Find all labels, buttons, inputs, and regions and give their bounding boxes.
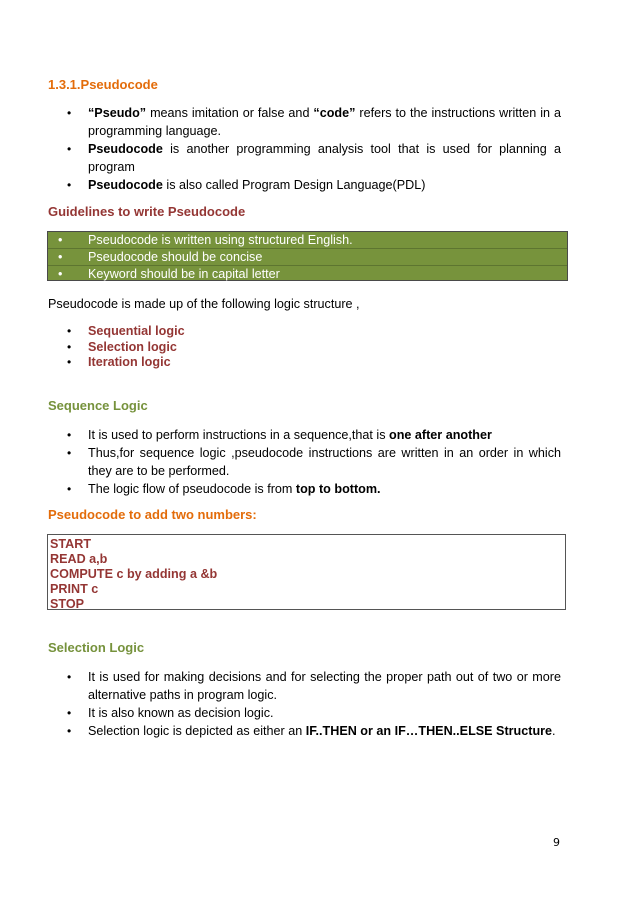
bullet-icon bbox=[67, 480, 71, 498]
list-item: • Sequential logic bbox=[48, 324, 561, 340]
selection-heading: Selection Logic bbox=[48, 640, 145, 655]
code-line: PRINT c bbox=[50, 582, 99, 596]
guideline-row: • Keyword should be in capital letter bbox=[48, 266, 567, 282]
list-item: • Thus,for sequence logic ,pseudocode instructions are written in an order in which they are to be performed. bbox=[48, 444, 561, 480]
bullet-icon bbox=[67, 176, 71, 194]
list-item: • It is also known as decision logic. bbox=[48, 704, 561, 722]
bullet-icon bbox=[58, 266, 62, 282]
section-heading: 1.3.1.Pseudocode bbox=[48, 77, 158, 92]
bullet-icon bbox=[67, 355, 71, 371]
guideline-row: • Pseudocode should be concise bbox=[48, 249, 567, 266]
code-line: READ a,b bbox=[50, 552, 108, 566]
bullet-icon bbox=[67, 444, 71, 462]
bullet-icon bbox=[67, 140, 71, 158]
bullet-icon bbox=[67, 324, 71, 340]
code-block bbox=[47, 534, 566, 610]
list-item: • Pseudocode is also called Program Design Language(PDL) bbox=[48, 176, 561, 194]
code-line: COMPUTE c by adding a &b bbox=[50, 567, 218, 581]
bullet-icon bbox=[67, 668, 71, 686]
sequence-bullet-list bbox=[48, 426, 561, 498]
bullet-icon bbox=[67, 704, 71, 722]
bullet-icon bbox=[67, 340, 71, 356]
bullet-icon bbox=[58, 232, 62, 248]
example-heading: Pseudocode to add two numbers: bbox=[48, 507, 257, 522]
guidelines-table bbox=[47, 231, 568, 281]
list-item: • It is used for making decisions and for selecting the proper path out of two or more alternative paths in program logic. bbox=[48, 668, 561, 704]
logic-types-list bbox=[48, 324, 561, 371]
list-item: • Iteration logic bbox=[48, 355, 561, 371]
intro-bullet-list bbox=[48, 104, 561, 194]
guidelines-heading: Guidelines to write Pseudocode bbox=[48, 204, 246, 219]
page-number: 9 bbox=[553, 836, 560, 849]
list-item: • The logic flow of pseudocode is from top to bottom. bbox=[48, 480, 561, 498]
bullet-icon bbox=[67, 426, 71, 444]
list-item: • It is used to perform instructions in a sequence,that is one after another bbox=[48, 426, 561, 444]
list-item: • Selection logic is depicted as either an IF..THEN or an IF…THEN..ELSE Structure. bbox=[48, 722, 561, 740]
bullet-icon bbox=[67, 104, 71, 122]
code-line: START bbox=[50, 537, 92, 551]
logic-intro-text: Pseudocode is made up of the following logic structure , bbox=[48, 297, 360, 311]
list-item: • Selection logic bbox=[48, 340, 561, 356]
bullet-icon bbox=[58, 249, 62, 265]
sequence-heading: Sequence Logic bbox=[48, 398, 148, 413]
list-item: • “Pseudo” means imitation or false and “code” refers to the instructions written in a programming language. bbox=[48, 104, 561, 140]
bullet-icon bbox=[67, 722, 71, 740]
code-line: STOP bbox=[50, 597, 85, 611]
selection-bullet-list bbox=[48, 668, 561, 740]
list-item: • Pseudocode is another programming analysis tool that is used for planning a program bbox=[48, 140, 561, 176]
guideline-row: • Pseudocode is written using structured English. bbox=[48, 232, 567, 249]
